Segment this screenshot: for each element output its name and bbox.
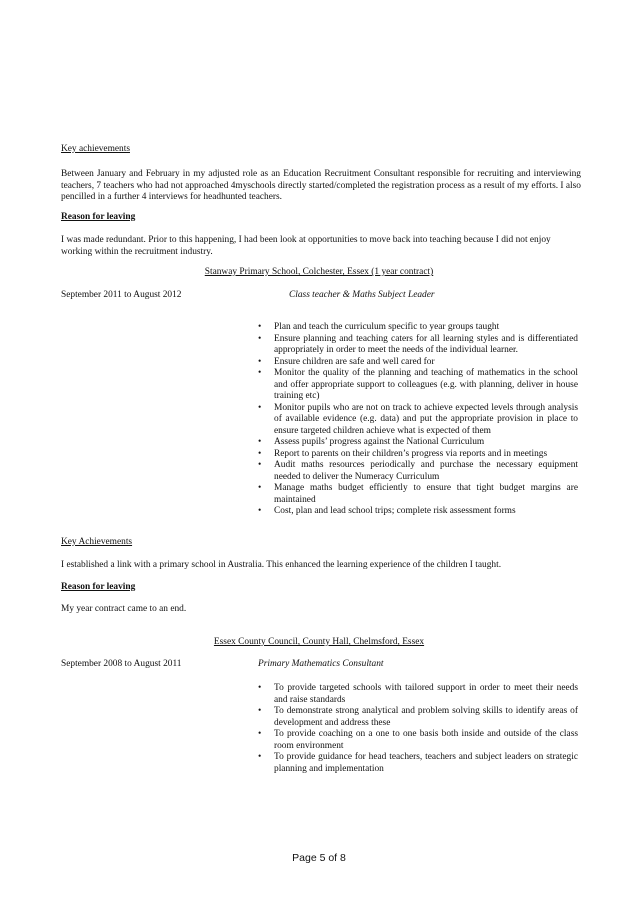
- list-item: • Ensure planning and teaching caters for all learning styles and is differentiated appropriately in order to meet the needs of the individual learner.: [258, 334, 578, 357]
- list-item: • To demonstrate strong analytical and problem solving skills to identify areas of development and address these: [258, 706, 578, 729]
- job-dates-essex-cc: September 2008 to August 2011: [61, 659, 182, 669]
- list-item: • To provide coaching on a one to one basis both inside and outside of the class room environment: [258, 729, 578, 752]
- list-item: • Report to parents on their children’s progress via reports and in meetings: [258, 449, 578, 461]
- job-role-essex-cc: Primary Mathematics Consultant: [258, 659, 384, 669]
- reason-for-leaving-heading: Reason for leaving: [61, 212, 136, 222]
- list-item: • Audit maths resources periodically and purchase the necessary equipment needed to deliver the Numeracy Curriculum: [258, 460, 578, 483]
- employer-stanway: Stanway Primary School, Colchester, Essex (1 year contract): [204, 267, 434, 277]
- list-item: • To provide targeted schools with tailored support in order to meet their needs and raise standards: [258, 683, 578, 706]
- key-achievements-text: Between January and February in my adjusted role as an Education Recruitment Consultant responsible for recruiting and interviewing teachers, 7 teachers who had not approached 4myschools directly started/completed the registration process as a result of my efforts. I also pencilled in a further 4 interviews for headhunted teachers.: [61, 169, 581, 202]
- duties-list-stanway: [258, 322, 578, 518]
- list-item: • Assess pupils’ progress against the National Curriculum: [258, 437, 578, 449]
- reason-for-leaving-heading-stanway: Reason for leaving: [61, 582, 136, 592]
- employer-essex-cc: Essex County Council, County Hall, Chelmsford, Essex: [213, 637, 425, 647]
- key-achievements-text-stanway: I established a link with a primary school in Australia. This enhanced the learning experience of the children I taught.: [61, 560, 502, 570]
- list-item: • Monitor the quality of the planning and teaching of mathematics in the school and offer appropriate support to colleagues (e.g. with planning, deliver in house training etc): [258, 368, 578, 403]
- list-item: • Ensure children are safe and well cared for: [258, 357, 578, 369]
- key-achievements-heading-stanway: Key Achievements: [61, 537, 133, 547]
- list-item: • Cost, plan and lead school trips; complete risk assessment forms: [258, 506, 578, 518]
- page-number: Page 5 of 8: [292, 852, 346, 864]
- reason-for-leaving-text: I was made redundant. Prior to this happening, I had been look at opportunities to move back into teaching because I did not enjoy working within the recruitment industry.: [61, 235, 551, 257]
- list-item: • Plan and teach the curriculum specific to year groups taught: [258, 322, 578, 334]
- list-item: • Monitor pupils who are not on track to achieve expected levels through analysis of available evidence (e.g. data) and put the appropriate provision in place to ensure targeted children achieve what is expected of them: [258, 403, 578, 438]
- duties-list-essex-cc: [258, 683, 578, 775]
- key-achievements-heading: Key achievements: [61, 144, 130, 154]
- list-item: • To provide guidance for head teachers, teachers and subject leaders on strategic planning and implementation: [258, 752, 578, 775]
- job-role-stanway: Class teacher & Maths Subject Leader: [289, 290, 435, 300]
- job-dates-stanway: September 2011 to August 2012: [61, 290, 182, 300]
- list-item: • Manage maths budget efficiently to ensure that tight budget margins are maintained: [258, 483, 578, 506]
- reason-for-leaving-text-stanway: My year contract came to an end.: [61, 604, 187, 614]
